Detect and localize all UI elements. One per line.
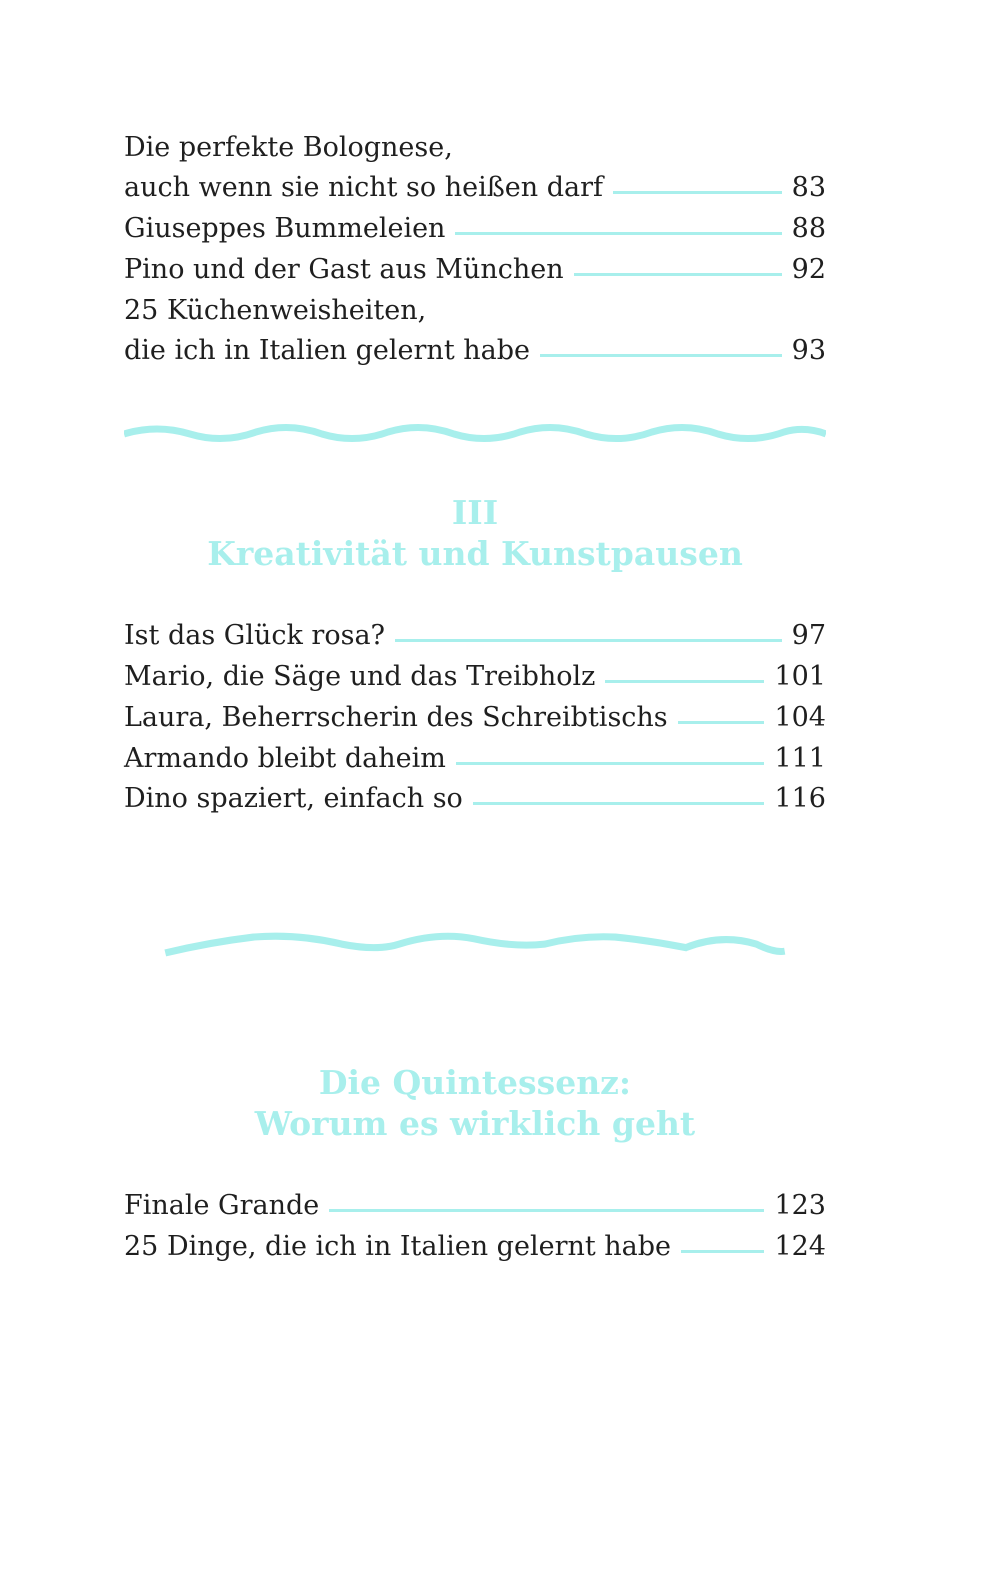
section-title: Kreativität und Kunstpausen: [207, 534, 743, 573]
toc-page-number: 92: [791, 254, 826, 285]
toc-entry-title: Pino und der Gast aus München: [124, 254, 564, 285]
leader-line: [605, 680, 764, 683]
toc-entry-title: 25 Dinge, die ich in Italien gelernt habe: [124, 1231, 672, 1262]
leader-line: [540, 354, 782, 357]
section-subtitle: Worum es wirklich geht: [254, 1104, 696, 1143]
leader-line: [681, 1250, 764, 1253]
toc-page-number: 93: [791, 335, 826, 366]
toc-entry-title: die ich in Italien gelernt habe: [124, 335, 531, 366]
toc-page-number: 124: [774, 1231, 826, 1262]
toc-entry[interactable]: [124, 698, 826, 738]
toc-entry[interactable]: [124, 209, 826, 249]
leader-line: [455, 232, 781, 235]
leader-line: [395, 639, 782, 642]
toc-entry-title: Armando bleibt daheim: [124, 743, 446, 774]
toc-page-number: 83: [791, 172, 826, 203]
toc-entry-title: Giuseppes Bummeleien: [124, 213, 446, 244]
leader-line: [613, 191, 782, 194]
toc-entry-title-line1: 25 Küchenweisheiten,: [124, 295, 427, 326]
toc-page-number: 116: [774, 783, 826, 814]
leader-line: [473, 802, 765, 805]
section-numeral: III: [451, 493, 499, 532]
toc-page-number: 97: [791, 620, 826, 651]
toc-entry[interactable]: [124, 657, 826, 697]
toc-entry-title: Mario, die Säge und das Treibholz: [124, 661, 596, 692]
toc-entry-title: Dino spaziert, einfach so: [124, 783, 463, 814]
toc-entry-title: Ist das Glück rosa?: [124, 620, 386, 651]
toc-entry[interactable]: [124, 1227, 826, 1267]
toc-entry-title: Finale Grande: [124, 1190, 320, 1221]
leader-line: [456, 762, 765, 765]
toc-entry[interactable]: [124, 616, 826, 656]
toc-page-number: 88: [791, 213, 826, 244]
wave-divider: [124, 930, 826, 960]
section-title: Die Quintessenz:: [318, 1063, 632, 1102]
wave-divider: [124, 418, 826, 448]
toc-entry[interactable]: [124, 779, 826, 819]
toc-entry[interactable]: [124, 739, 826, 779]
toc-entry-title: Laura, Beherrscherin des Schreibtischs: [124, 702, 668, 733]
toc-entry[interactable]: [124, 331, 826, 371]
leader-line: [678, 721, 765, 724]
toc-page-number: 111: [774, 743, 826, 774]
toc-entry-title-line1: Die perfekte Bolognese,: [124, 132, 453, 163]
toc-page-number: 101: [774, 661, 826, 692]
toc-entry[interactable]: [124, 1186, 826, 1226]
toc-entry-title: auch wenn sie nicht so heißen darf: [124, 172, 604, 203]
toc-page-number: 104: [774, 702, 826, 733]
toc-entry[interactable]: [124, 168, 826, 208]
leader-line: [574, 273, 782, 276]
leader-line: [329, 1209, 764, 1212]
toc-entry[interactable]: [124, 250, 826, 290]
toc-page-number: 123: [774, 1190, 826, 1221]
